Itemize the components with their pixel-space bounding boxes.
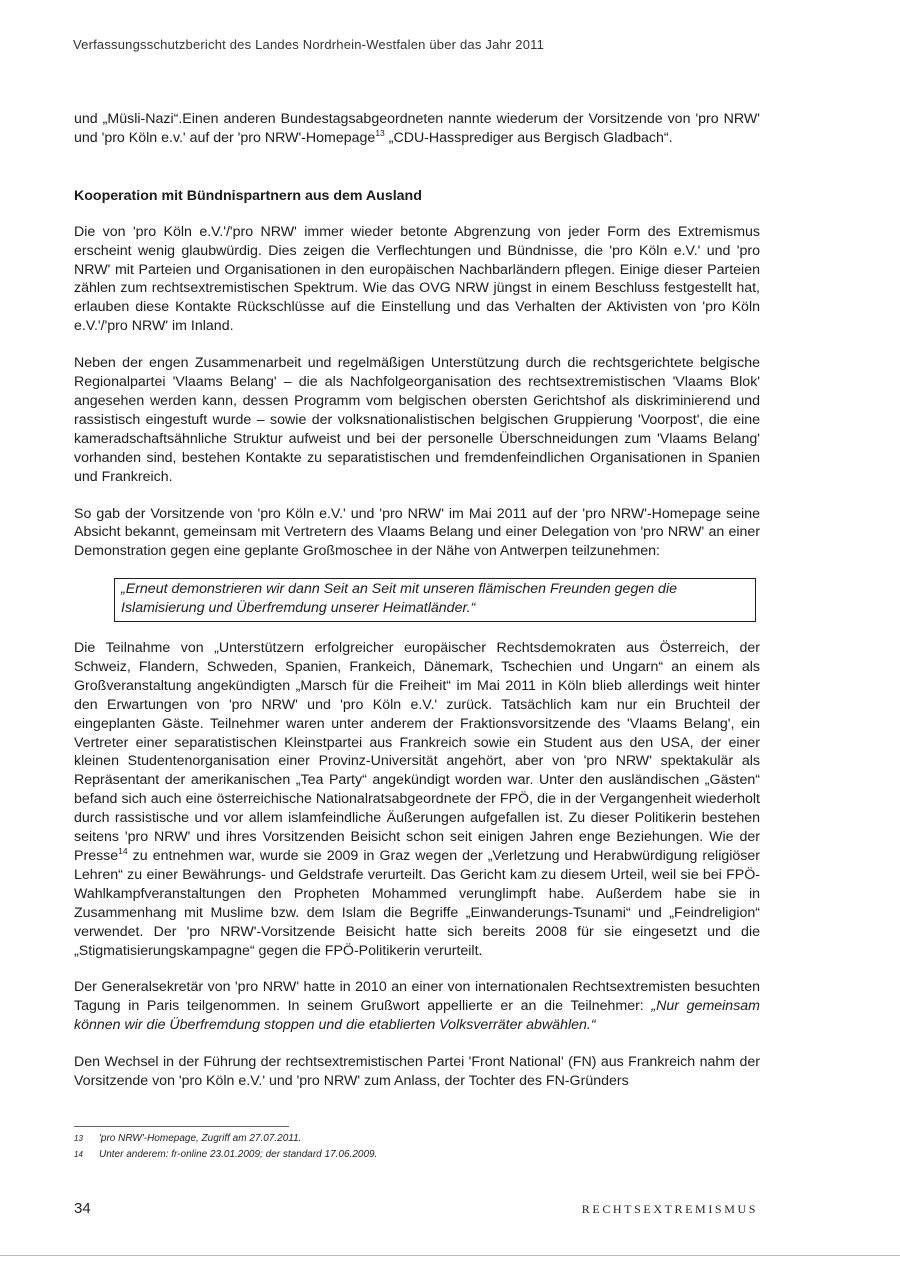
paragraph-marsch-text-b: zu entnehmen war, wurde sie 2009 in Graz wegen der „Verletzung und Herabwürdigung religiöser Lehren“ zu einer Bewährungs- und Geldstrafe verurteilt. Das Gericht kam zu diesem Urteil, weil sie bei FPÖ-Wahlkampfveranstaltungen den Propheten Mohammed verunglimpft habe. Außerdem habe sie in Zusammenhang mit Muslime bzw. dem Islam die Begriffe „Einwanderungs-Tsunami“ und „Feindreligion“ verwendet. Der 'pro NRW'-Vorsitzende Beisicht hatte sich bereits 2008 für sie eingesetzt und die „Stigmatisierungskampagne“ gegen die FPÖ-Politikerin verurteilt. — [74, 848, 760, 959]
footnote-text: Unter anderem: fr-online 23.01.2009; der standard 17.06.2009. — [99, 1149, 378, 1160]
running-header: Verfassungsschutzbericht des Landes Nordrhein-Westfalen über das Jahr 2011 — [73, 37, 545, 52]
footnote-13 — [74, 1131, 754, 1147]
paragraph-intro-text-b: „CDU-Hassprediger aus Bergisch Gladbach“. — [384, 129, 673, 146]
paragraph-vlaams-belang: Neben der engen Zusammenarbeit und regelmäßigen Unterstützung durch die rechtsgerichtete belgische Regionalpartei 'Vlaams Belang' – die als Nachfolgeorganisation des rechtsextremistischen 'Vlaams Blok' angesehen werden kann, dessen Programm vom belgischen obersten Gerichtshof als diskriminierend und rassistisch eingestuft wurde – sowie der volksnationalistischen belgischen Gruppierung 'Voorpost', die eine kameradschaftsähnliche Struktur aufweist und bei der personelle Überschneidungen zum 'Vlaams Belang' vorhanden sind, bestehen Kontakte zu separatistischen und fremdenfeindlichen Organisationen in Spanien und Frankreich. — [74, 355, 760, 485]
section-label: RECHTSEXTREMISMUS — [581, 1202, 758, 1216]
paragraph-intro-text-a: und „Müsli-Nazi“.Einen anderen Bundestagsabgeordneten nannte wiederum der Vorsitzende von 'pro NRW' und 'pro Köln e.v.' auf der 'pro NRW'-Homepage — [74, 111, 760, 146]
paragraph-demonstration: So gab der Vorsitzende von 'pro Köln e.V.' und 'pro NRW' im Mai 2011 auf der 'pro NRW'-Homepage seine Absicht bekannt, gemeinsam mit Vertretern des Vlaams Belang und einer Delegation von 'pro NRW' an einer Demonstration gegen eine geplante Großmoschee in der Nähe von Antwerpen teilzunehmen: — [74, 505, 760, 560]
paragraph-marsch-text-a: Die Teilnahme von „Unterstützern erfolgreicher europäischer Rechtsdemokraten aus Österreich, der Schweiz, Flandern, Schweden, Spanien, Frankeich, Dänemark, Tschechien und Ungarn“ an einem als Großveranstaltung angekündigten „Marsch für die Freiheit“ im Mai 2011 in Köln blieb allerdings weit hinter den Erwartungen von 'pro NRW' und 'pro Köln e.V.' zurück. Tatsächlich kam nur ein Bruchteil der eingeplanten Gäste. Teilnehmer waren unter anderem der Fraktionsvorsitzende des 'Vlaams Belang', ein Vertreter einer separatistischen Kleinstpartei aus Frankreich sowie ein Student aus den USA, der einer kleinen Studentenorganisation einer Provinz-Universität angehört, aber von 'pro NRW' spektakulär als Repräsentant der amerikanischen „Tea Party“ angekündigt worden war. Unter den ausländischen „Gästen“ befand sich auch eine österreichische Nationalratsabgeordnete der FPÖ, die in der Vergangenheit wiederholt durch rassistische und vor allem islamfeindliche Äußerungen aufgefallen ist. Zu dieser Politikerin bestehen seitens 'pro NRW' und ihres Vorsitzenden Beisicht schon seit einigen Jahren enge Beziehungen. Wie der Presse — [74, 640, 760, 864]
footnote-number: 14 — [74, 1150, 83, 1159]
paragraph-intro — [74, 110, 760, 148]
paragraph-abgrenzung: Die von 'pro Köln e.V.'/'pro NRW' immer wieder betonte Abgrenzung von jeder Form des Extremismus erscheint wenig glaubwürdig. Dies zeigen die Verflechtungen und Bündnisse, die 'pro Köln e.V.' und 'pro NRW' mit Parteien und Organisationen in den europäischen Nachbarländern pflegen. Einige dieser Parteien zählen zum rechtsextremistischen Spektrum. Wie das OVG NRW jüngst in einem Beschluss festgestellt hat, erlauben diese Kontakte Rückschlüsse auf die Einstellung und das Verhalten der Aktivisten von 'pro Köln e.V.'/'pro NRW' im Inland. — [74, 223, 760, 335]
main-text — [74, 110, 760, 1091]
section-heading: Kooperation mit Bündnispartnern aus dem Ausland — [74, 187, 422, 204]
footnotes — [74, 1126, 754, 1163]
paragraph-front-national: Den Wechsel in der Führung der rechtsextremistischen Partei 'Front National' (FN) aus Frankreich nahm der Vorsitzende von 'pro Köln e.V.' und 'pro NRW' zum Anlass, der Tochter des FN-Gründers — [74, 1054, 760, 1090]
paragraph-marsch — [74, 639, 760, 960]
footnote-14 — [74, 1147, 754, 1163]
inline-quote: „Nur gemeinsam können wir die Überfremdung stoppen und die etablierten Volksverräter abwählen.“ — [74, 998, 760, 1034]
footnote-rule — [74, 1126, 289, 1127]
block-quote: „Erneut demonstrieren wir dann Seit an Seit mit unseren flämischen Freunden gegen die Islamisierung und Überfremdung unserer Heimatländer.“ — [114, 578, 756, 622]
footnote-ref-13[interactable]: 13 — [375, 127, 385, 138]
paragraph-generalsekretaer — [74, 978, 760, 1035]
bottom-divider — [0, 1255, 900, 1256]
footnote-text: 'pro NRW'-Homepage, Zugriff am 27.07.2011. — [99, 1133, 302, 1144]
footnote-number: 13 — [74, 1134, 83, 1143]
paragraph-generalsekretaer-text: Der Generalsekretär von 'pro NRW' hatte in 2010 an einer von internationalen Rechtsextremisten besuchten Tagung in Paris teilgenommen. In seinem Grußwort appellierte er an die Teilnehmer: — [74, 979, 760, 1015]
page-number: 34 — [74, 1200, 91, 1217]
footnote-ref-14[interactable]: 14 — [118, 846, 128, 856]
